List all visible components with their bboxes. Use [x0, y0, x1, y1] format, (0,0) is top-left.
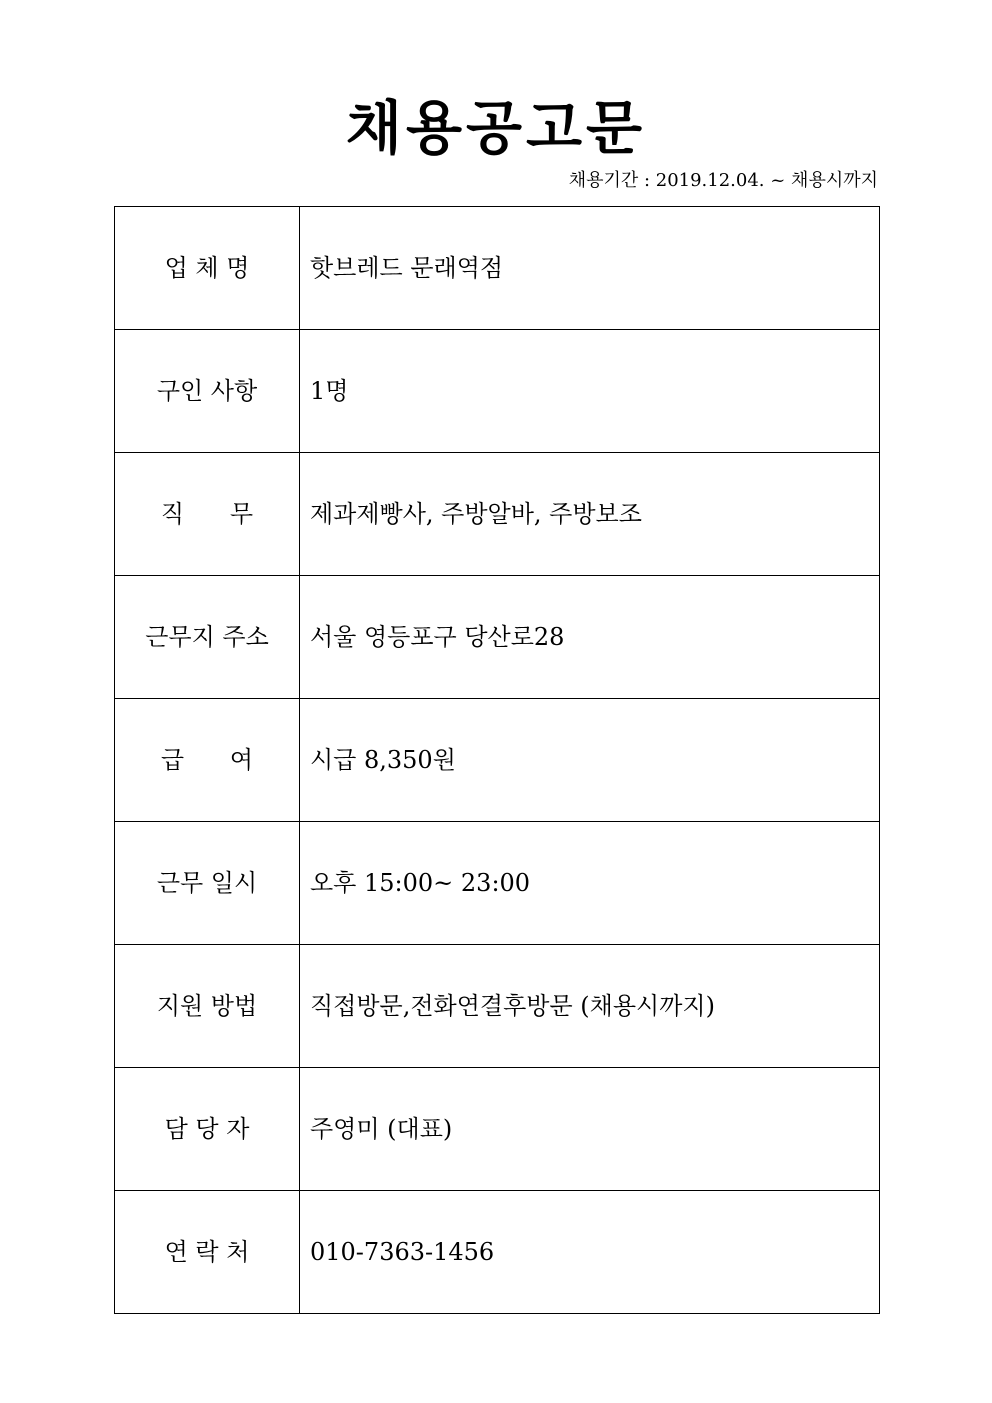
row-value: 직접방문,전화연결후방문 (채용시까지) — [300, 945, 880, 1068]
table-row-company — [115, 207, 880, 330]
table-row-job — [115, 453, 880, 576]
row-value: 시급 8,350원 — [300, 699, 880, 822]
row-label: 근무 일시 — [115, 822, 300, 945]
row-value: 서울 영등포구 당산로28 — [300, 576, 880, 699]
row-value: 핫브레드 문래역점 — [300, 207, 880, 330]
row-label: 급 여 — [115, 699, 300, 822]
recruitment-info-table — [114, 206, 880, 1314]
table-row-contact-person — [115, 1068, 880, 1191]
table-row-pay — [115, 699, 880, 822]
table-row-apply-method — [115, 945, 880, 1068]
table-row-phone — [115, 1191, 880, 1314]
row-value: 제과제빵사, 주방알바, 주방보조 — [300, 453, 880, 576]
row-value: 010-7363-1456 — [300, 1191, 880, 1314]
table-row-openings — [115, 330, 880, 453]
row-value: 오후 15:00~ 23:00 — [300, 822, 880, 945]
recruitment-period: 채용기간 : 2019.12.04. ~ 채용시까지 — [568, 170, 878, 191]
document-title: 채용공고문 — [345, 94, 647, 162]
row-label: 연 락 처 — [115, 1191, 300, 1314]
row-value: 주영미 (대표) — [300, 1068, 880, 1191]
row-label: 근무지 주소 — [115, 576, 300, 699]
table-row-address — [115, 576, 880, 699]
row-label: 구인 사항 — [115, 330, 300, 453]
row-label: 직 무 — [115, 453, 300, 576]
row-label: 지원 방법 — [115, 945, 300, 1068]
row-label: 담 당 자 — [115, 1068, 300, 1191]
row-label: 업 체 명 — [115, 207, 300, 330]
row-value: 1명 — [300, 330, 880, 453]
table-row-hours — [115, 822, 880, 945]
